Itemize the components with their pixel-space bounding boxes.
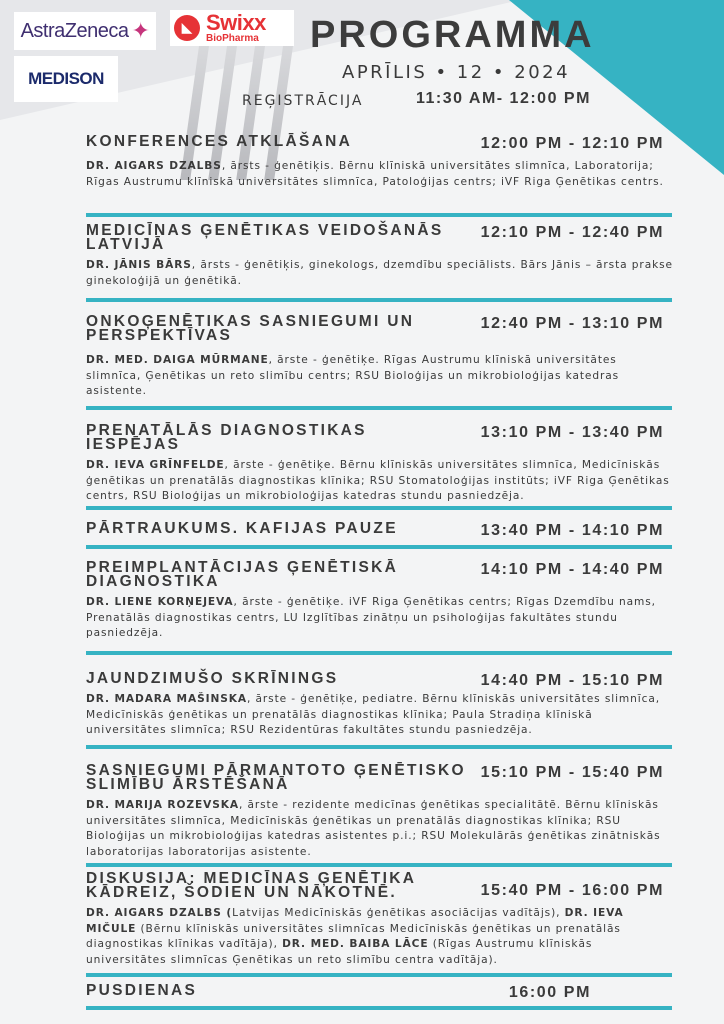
speaker-info — [84, 353, 674, 400]
speaker-name: DR. IEVA GRĪNFELDE — [86, 459, 225, 471]
session-topic: PRENATĀLĀS DIAGNOSTIKAS IESPĒJAS — [86, 422, 367, 453]
speaker-affiliation: , ārste - ģenētiķe. Rīgas Austrumu klīniskā universitātes slimnīca, Ģenētikas un reto slimību centrs; RSU Bioloģijas un mikrobioloģijas katedras asistente. — [86, 354, 620, 397]
swixx-logo-subtext: BioPharma — [206, 33, 259, 44]
speaker-info — [84, 906, 674, 968]
speaker-affiliation: Latvijas Medicīniskās ģenētikas asociācijas vadītājs), — [232, 907, 565, 919]
section-divider — [86, 406, 672, 410]
speaker-affiliation: , ārsts - ģenētiķis. Bērnu klīniskā universitātes slimnīca, Laboratorija; Rīgas Austrumu klīniskā universitātes slimnīca, Patoloģijas centrs; iVF Riga Ģenētikas centrs. — [86, 160, 664, 188]
speaker-name: DR. LIENE KORŅEJEVA — [86, 596, 234, 608]
session-topic: PREIMPLANTĀCIJAS ĢENĒTISKĀ DIAGNOSTIKA — [86, 559, 399, 590]
speaker-info — [84, 595, 674, 642]
swixx-mark-icon: ◣ — [174, 15, 200, 41]
speaker-affiliation: (Bērnu klīniskās universitātes slimnīcas Medicīniskās ģenētikas un prenatālās diagnostikas klīnikas vadītāja), — [86, 922, 621, 950]
session-time: 12:10 PM - 12:40 PM — [480, 224, 664, 241]
registration-time: 11:30 AM- 12:00 PM — [416, 90, 591, 107]
swixx-logo-text: Swixx — [206, 10, 266, 35]
session-topic: MEDICĪNAS ĢENĒTIKAS VEIDOŠANĀS LATVIJĀ — [86, 222, 444, 253]
session-time: 12:00 PM - 12:10 PM — [480, 135, 664, 152]
programme-item — [84, 561, 674, 642]
session-time: 16:00 PM — [508, 984, 591, 1001]
session-topic: JAUNDZIMUŠO SKRĪNINGS — [86, 670, 339, 687]
section-divider — [86, 651, 672, 655]
programme-item — [84, 672, 674, 739]
astrazeneca-logo — [14, 12, 156, 50]
speaker-affiliation: , ārste - ģenētiķe, pediatre. Bērnu klīniskās universitātes slimnīca, Medicīniskās ģenētikas un prenatālās diagnostikas klīnika; Paula Stradiņa klīniskā universitātes slimnīca; RSU Rezidentūras fakultātes stundu pasniedzēja. — [86, 693, 660, 736]
swixx-logo — [170, 10, 294, 46]
event-date: APRĪLIS • 12 • 2024 — [342, 62, 571, 83]
speaker-name: DR. MED. BAIBA LĀCE — [282, 938, 429, 950]
section-divider — [86, 1006, 672, 1010]
session-time: 14:10 PM - 14:40 PM — [480, 561, 664, 578]
speaker-name: DR. AIGARS DZALBS — [86, 160, 222, 172]
section-divider — [86, 298, 672, 302]
programme-item — [84, 764, 674, 860]
speaker-name: DR. MED. DAIGA MŪRMANE — [86, 354, 269, 366]
session-time: 15:10 PM - 15:40 PM — [480, 764, 664, 781]
section-divider — [86, 745, 672, 749]
session-time: 14:40 PM - 15:10 PM — [480, 672, 664, 689]
speaker-name: DR. MARIJA ROZEVSKA — [86, 799, 239, 811]
programme-item — [84, 522, 674, 542]
section-divider — [86, 973, 672, 977]
session-topic: DISKUSIJA: MEDICĪNAS ĢENĒTIKA KĀDREIZ, ŠODIEN UN NĀKOTNĒ. — [86, 870, 416, 901]
medison-logo-text: MEDISON — [28, 69, 104, 88]
speaker-info — [84, 798, 674, 860]
section-divider — [86, 545, 672, 549]
speaker-info — [84, 258, 674, 289]
speaker-affiliation: , ārste - rezidente medicīnas ģenētikas specialitātē. Bērnu klīniskās universitātes slimnīca, Medicīniskās ģenētikas un prenatālās diagnostikas klīnika; RSU Bioloģijas un mikrobioloģijas katedras asistentes p.i.; RSU Molekulārās ģenētikas zinātniskās laboratorijas laboratorijas asistente. — [86, 799, 661, 858]
astrazeneca-logo-text: AstraZeneca — [20, 19, 129, 42]
programme-item — [84, 984, 674, 1004]
programme-item — [84, 224, 674, 289]
speaker-info — [84, 458, 674, 505]
programme-item — [84, 424, 674, 505]
section-divider — [86, 863, 672, 867]
session-topic: SASNIEGUMI PĀRMANTOTO ĢENĒTISKO SLIMĪBU ĀRSTĒŠANĀ — [86, 762, 466, 793]
speaker-affiliation: , ārste - ģenētiķe. iVF Riga Ģenētikas centrs; Rīgas Dzemdību nams, Prenatālās diagnostikas centrs, LU Izglītības zinātņu un psiholoģijas fakultātes stundu pasniedzēja. — [86, 596, 656, 639]
session-time: 13:40 PM - 14:10 PM — [480, 522, 664, 539]
session-time: 13:10 PM - 13:40 PM — [480, 424, 664, 441]
session-time: 15:40 PM - 16:00 PM — [480, 882, 664, 899]
speaker-affiliation: (Rīgas Austrumu klīniskās universitātes slimnīcas Ģenētikas un reto slimību centra vadītāja). — [86, 938, 593, 966]
speaker-name: DR. JĀNIS BĀRS — [86, 259, 192, 271]
session-topic: ONKOĢENĒTIKAS SASNIEGUMI UN PERSPEKTĪVAS — [86, 313, 415, 344]
programme-item — [84, 135, 674, 190]
speaker-name: DR. AIGARS DZALBS ( — [86, 907, 233, 919]
page-title: PROGRAMMA — [310, 14, 595, 56]
session-topic: PĀRTRAUKUMS. KAFIJAS PAUZE — [86, 520, 398, 537]
speaker-info — [84, 692, 674, 739]
section-divider — [86, 506, 672, 510]
speaker-name: DR. IEVA MIČULE — [86, 907, 624, 935]
astrazeneca-mark-icon: ✦ — [131, 18, 150, 43]
medison-logo — [14, 56, 118, 102]
registration-label: REĢISTRĀCIJA — [242, 93, 364, 109]
speaker-affiliation: , ārsts - ģenētiķis, ginekologs, dzemdību speciālists. Bārs Jānis – ārsta prakse ginekoloģijā un ģenētikā. — [86, 259, 673, 287]
speaker-affiliation: , ārste - ģenētiķe. Bērnu klīniskās universitātes slimnīca, Medicīniskās ģenētikas un prenatālās diagnostikas klīnika; RSU Stomatoloģijas institūts; iVF Riga Ģenētikas centrs, RSU Bioloģijas un mikrobioloģijas katedras stundu pasniedzēja. — [86, 459, 670, 502]
section-divider — [86, 213, 672, 217]
programme-item — [84, 315, 674, 400]
session-topic: PUSDIENAS — [86, 982, 198, 999]
speaker-name: DR. MADARA MAŠINSKA — [86, 693, 247, 705]
programme-item — [84, 872, 674, 968]
session-topic: KONFERENCES ATKLĀŠANA — [86, 133, 353, 150]
session-time: 12:40 PM - 13:10 PM — [480, 315, 664, 332]
